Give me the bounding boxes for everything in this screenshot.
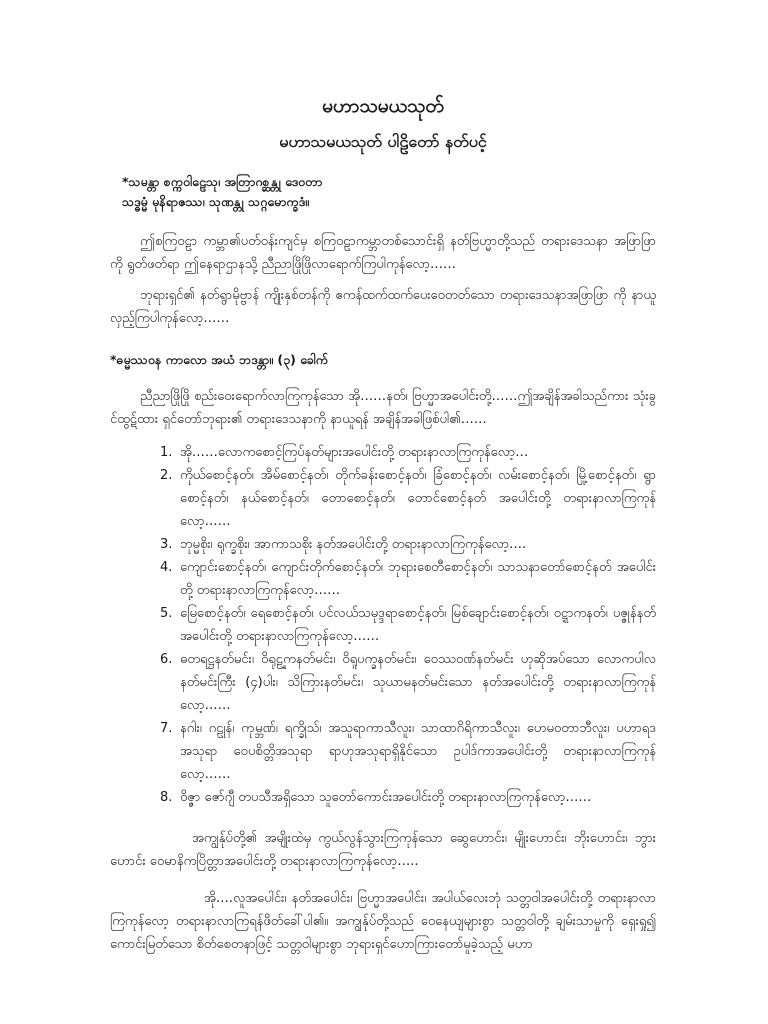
page-title: မဟာသမယသုတ် <box>322 95 444 117</box>
item-number: 6. <box>160 652 173 667</box>
item-text: ဓတရဋ္ဌနတ်မင်း၊ ဝိရုဠ္ဍကနတ်မင်း၊ ဝိရူပက္ခနတ်မင်း၊ ဝေဿဝဏ်နတ်မင်း ဟုဆိုအပ်သော လောကပါလ နတ်မင်းကြီး (၄)ပါး၊ သိကြားနတ်မင်း၊ သုယာမနတ်မင်းသော နတ်အပေါင်းတို့ တရားနာလာကြကုန် လော့…… <box>180 652 656 713</box>
page-subtitle: မဟာသမယသုတ် ပါဠိတော် နတ်ပင့် <box>279 132 487 151</box>
list-item <box>160 648 656 717</box>
list-item <box>160 441 656 464</box>
item-number: 3. <box>160 537 173 552</box>
section-heading: *ဓမ္မဿဝန ကာလော အယံ ဘဒန္တာ။ (၃) ခေါက် <box>110 352 328 367</box>
item-number: 1. <box>160 445 173 460</box>
list-item <box>160 786 656 809</box>
list-item <box>160 602 656 648</box>
item-number: 7. <box>160 721 173 736</box>
paragraph-ancestors: အကျွန်ုပ်တို့၏ အမျိုးထဲမှ ကွယ်လွန်သွားကြကုန်သော ဆွေဟောင်း၊ မျိုးဟောင်း၊ ဘိုးဟောင်း၊ ဘွားဟောင်း ဝေမာနိကပြိတ္တာအပေါင်းတို့ တရားနာလာကြကုန်လော့….. <box>110 831 656 869</box>
item-text: အို……လောကစောင့်ကြပ်နတ်များအပေါင်းတို့ တရားနာလာကြကုန်လော့… <box>180 445 529 460</box>
item-text: မြေစောင့်နတ်၊ ရေစောင့်နတ်၊ ပင်လယ်သမုဒ္ဒရာစောင့်နတ်၊ မြစ်ချောင်းစောင့်နတ်၊ ဝဋ္ဋာကနတ်၊ ပဇ္ဇုန်နတ် အပေါင်းတို့ တရားနာလာကြကုန်လော့…… <box>180 606 656 644</box>
item-text: ဝိဇ္ဇာ ဇော်ဂျီ တပသီအရှိသော သူတော်ကောင်းအပေါင်းတို့ တရားနာလာကြကုန်လော့…… <box>180 790 592 805</box>
item-text: ကိုယ်စောင့်နတ်၊ အိမ်စောင့်နတ်၊ တိုက်ခန်းစောင့်နတ်၊ ခြံစောင့်နတ်၊ လမ်းစောင့်နတ်၊ မြို့စောင့်နတ်၊ ရွာစောင့်နတ်၊ နယ်စောင့်နတ်၊ တောစောင့်နတ်၊ တောင်စောင့်နတ် အပေါင်းတို့ တရားနာလာကြကုန် လော့…… <box>180 468 656 529</box>
list-item <box>160 717 656 786</box>
item-text: ကျောင်းစောင့်နတ်၊ ကျောင်းတိုက်စောင့်နတ်၊ ဘုရားစေတီစောင့်နတ်၊ သာသနာတော်စောင့်နတ် အပေါင်းတို့ တရားနာလာကြကုန်လော့…… <box>180 560 656 598</box>
item-text: ဘုမ္မစိုး၊ ရုက္ခစိုး၊ အာကာသစိုး နတ်အပေါင်းတို့ တရားနာလာကြကုန်လော့…. <box>180 537 527 552</box>
paragraph-listen: ဘုရားရှင်၏ နတ်ရွာမိုဗ္ဗာန် ကျိုးနှစ်တန်ကို ဧကန်ထက်ထက်ပေးဝေတတ်သော တရားဒေသနာအဖြာဖြာ ကို နာယူလှည့်ကြပါကုန်လော့…… <box>110 288 656 326</box>
list-item <box>160 556 656 602</box>
item-number: 5. <box>160 606 173 621</box>
invocation-line: *သမန္တာ စက္ကဝါဠေသု၊ အတြာဂစ္ဆန္တု ဒေဝတာ <box>122 174 323 189</box>
item-text: နဂါး၊ ဂဠုန်၊ ကုမ္ဘဏ်၊ ရက္ခိုသ်၊ အသူရာကာသီလူး၊ သာထာဂိရိကာသီလူး၊ ဟေမဝတာဘီလူး၊ ပဟာရဒအသုရာ ဝေပစိတ္တိအသုရာ ရာဟုအသုရာရှိနိုင်သော ဥပါဒ်ကာအပေါင်းတို့ တရားနာလာကြကုန် လော့…… <box>180 721 656 782</box>
item-number: 2. <box>160 468 173 483</box>
paragraph-invitation: ဤစကြဝဠာ ကမ္ဘာ၏ပတ်ဝန်းကျင်မှ စကြဝဠာကမ္ဘာတစ်သောင်းရှိ နတ်ဗြဟ္မာတို့သည် တရားဒေသနာ အဖြာဖြာကို ရွတ်ဖတ်ရာ ဤနေရာဌာနသို့ ညီညာဖြိုဖြိုလာရောက်ကြပါကုန်လော့…… <box>110 234 656 272</box>
list-item <box>160 533 656 556</box>
invocation-line: သဒ္ဓမ္မံ မုနိရာဇဿ၊ သုဏန္တု သဂ္ဂမောက္ခဒံ။ <box>122 194 309 209</box>
paragraph-all-beings: အို….လူအပေါင်း၊ နတ်အပေါင်း၊ ဗြဟ္မာအပေါင်း၊ အပါယ်လေးဘုံ သတ္တဝါအပေါင်းတို့ တရားနာလာကြကုန်လော့ တရားနာလာကြရန်ဖိတ်ခေါ်ပါ၏။ အကျွန်ုပ်တို့သည် ဝေနေယျများစွာ သတ္တဝါတို့ ချမ်းသာမှုကို ရှေးရှု၍ ကောင်းမြတ်သော စိတ်စေတနာဖြင့် သတ္တဝါများစွာ ဘုရားရှင်ဟောကြားတော်မူခဲ့သည့် မဟာ <box>110 891 656 952</box>
list-item <box>160 464 656 533</box>
item-number: 8. <box>160 790 173 805</box>
paragraph-assembly: ညီညာဖြိုဖြို စည်းဝေးရောက်လာကြကုန်သော အို……နတ်၊ ဗြဟ္မာအပေါင်းတို့……ဤအချိန်အခါသည်ကား သုံးခွင်ထွဋ်ထား ရှင်တော်ဘုရား၏ တရားဒေသနာကို နာယူရန် အချိန်အခါဖြစ်ပါ၏…… <box>110 389 656 427</box>
item-number: 4. <box>160 560 173 575</box>
invocation-verse <box>122 172 656 212</box>
deity-list <box>110 441 656 809</box>
